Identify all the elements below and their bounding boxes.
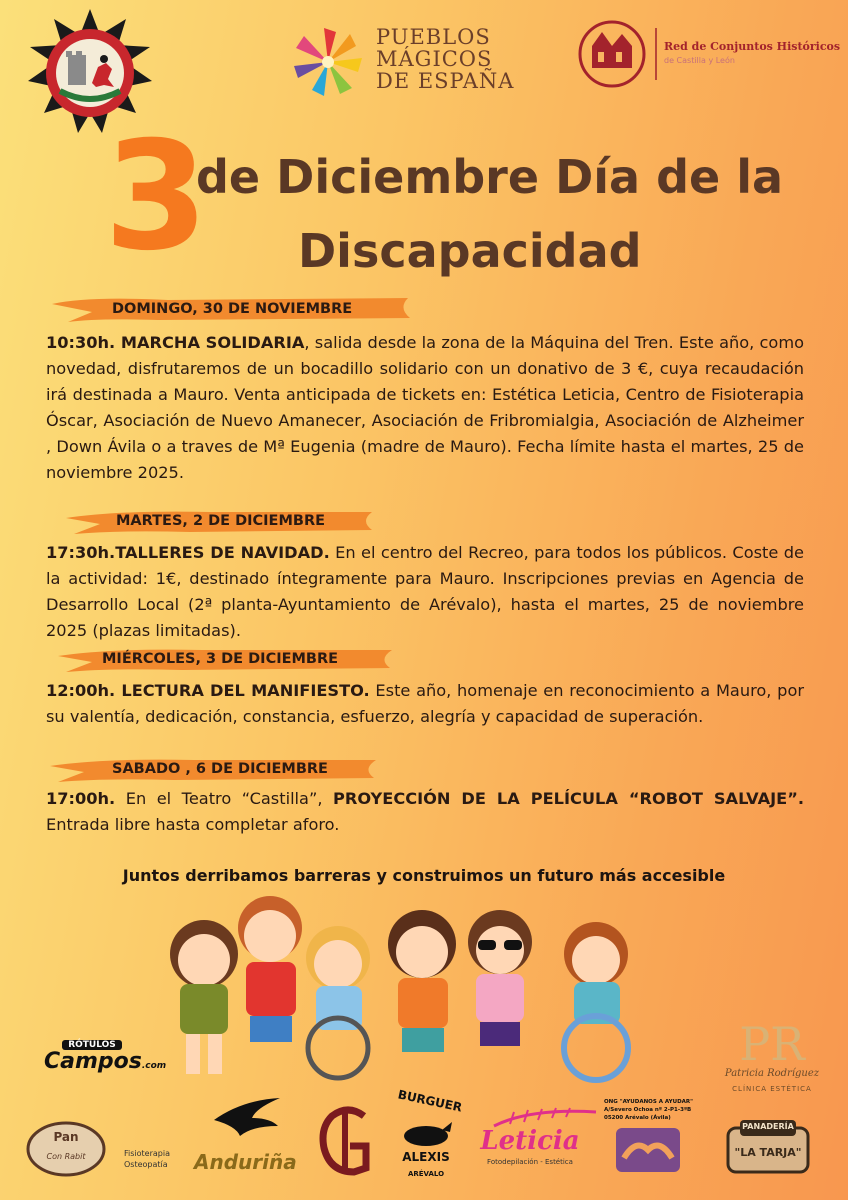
ig-monogram-logo <box>318 1102 374 1178</box>
red-conjuntos-historicos-logo <box>572 18 840 90</box>
rotulos-main: Campos <box>44 1049 142 1074</box>
red-title: Red de Conjuntos Históricos <box>664 40 841 53</box>
leticia-name: Leticia <box>480 1126 580 1156</box>
rotulos-suffix: .com <box>141 1061 167 1071</box>
ong-line-3: 05200 Arévalo (Ávila) <box>604 1115 671 1121</box>
andurina-line-1: Fisioterapia <box>124 1149 170 1158</box>
event-description: En el Teatro “Castilla”, <box>115 789 334 808</box>
patricia-name: Patricia Rodríguez <box>724 1068 820 1079</box>
event-description: Este año, homenaje en reconocimiento a Mauro, por su valentía, dedicación, constancia, esfuerzo, alegría y capacidad de superación. <box>46 681 805 726</box>
title-number: 3 <box>104 110 209 284</box>
rotulos-top: RÓTULOS <box>62 1040 122 1050</box>
slogan: Juntos derribamos barreras y construimos un futuro más accesible <box>122 866 726 885</box>
red-subtitle: de Castilla y León <box>664 56 735 65</box>
date-ribbon <box>60 506 376 536</box>
event-paragraph <box>46 540 804 644</box>
date-label: MARTES, 2 DE DICIEMBRE <box>116 513 326 529</box>
tarja-line-2: "LA TARJA" <box>734 1146 802 1159</box>
leticia-estetica-logo <box>470 1106 590 1170</box>
event-paragraph <box>46 786 804 838</box>
andurina-logo <box>120 1096 310 1180</box>
date-ribbon <box>52 644 396 674</box>
date-ribbon <box>48 294 414 324</box>
date-label: SABADO , 6 DE DICIEMBRE <box>112 761 328 777</box>
event-highlight: PROYECCIÓN DE LA PELÍCULA “ROBOT SALVAJE”. <box>333 789 804 808</box>
event-paragraph <box>46 678 804 730</box>
title-line-2: Discapacidad <box>298 224 642 278</box>
pueblos-magicos-text: PUEBLOS MÁGICOS DE ESPAÑA <box>376 25 515 93</box>
date-label: MIÉRCOLES, 3 DE DICIEMBRE <box>102 651 339 667</box>
burguer-line-3: ARÉVALO <box>407 1170 445 1178</box>
burguer-line-2: ALEXIS <box>402 1150 450 1164</box>
event-time: 17:00h. <box>46 789 116 808</box>
andurina-name: Anduriña <box>194 1150 297 1174</box>
tarja-line-1: PANADERÍA <box>742 1122 794 1131</box>
patricia-rodriguez-logo <box>712 1017 832 1100</box>
event-description: , salida desde la zona de la Máquina del Tren. Este año, como novedad, disfrutaremos de un bocadillo solidario con un donativo de 3 €, cuya recaudación irá destinada a Mauro. Venta anticipada de tickets en: Estética Leticia, Centro de Fisioterapia Óscar, Asociación de Nuevo Amanecer, Asociación de Fribromialgia, Asociación de Alzheimer , Down Ávila o a traves de Mª Eugenia (madre de Mauro). Fecha límite hasta el martes, 25 de noviembre 2025. <box>46 333 804 482</box>
pan-con-rabit-logo <box>26 1120 106 1178</box>
ong-ayudanos-logo <box>604 1098 700 1178</box>
andurina-line-2: Osteopatía <box>124 1160 168 1169</box>
ong-line-2: A/Severo Ochoa nº 2-P1-3ºB <box>604 1107 692 1113</box>
patricia-sub: CLÍNICA ESTÉTICA <box>732 1085 812 1093</box>
date-ribbon <box>44 754 380 784</box>
pan-sub: Con Rabit <box>46 1152 86 1161</box>
burguer-alexis-logo <box>384 1087 468 1192</box>
date-label: DOMINGO, 30 DE NOVIEMBRE <box>112 301 353 317</box>
ong-line-1: ONG "AYUDANOS A AYUDAR" <box>604 1099 694 1105</box>
children-illustration <box>150 888 670 1088</box>
event-description-end: Entrada libre hasta completar aforo. <box>46 815 340 834</box>
leticia-sub: Fotodepilación - Estética <box>487 1158 573 1166</box>
title-line-1: de Diciembre Día de la <box>196 150 784 204</box>
event-description: En el centro del Recreo, para todos los públicos. Coste de la actividad: 1€, destinado íntegramente para Mauro. Inscripciones previas en Agencia de Desarrollo Local (2ª planta-Ayuntamiento de Arévalo), hasta el martes, 25 de noviembre 2025 (plazas limitadas). <box>46 543 804 640</box>
panaderia-la-tarja-logo <box>726 1118 810 1174</box>
event-paragraph <box>46 330 804 486</box>
event-time-title: 17:30h.TALLERES DE NAVIDAD. <box>46 543 330 562</box>
patricia-initials: PR <box>739 1017 805 1071</box>
pan-main: Pan <box>53 1130 79 1144</box>
rotulos-campos-logo <box>44 1040 167 1088</box>
burguer-line-1: BURGUER <box>396 1087 464 1115</box>
event-time-title: 10:30h. MARCHA SOLIDARIA <box>46 333 305 352</box>
event-time-title: 12:00h. LECTURA DEL MANIFIESTO. <box>46 681 370 700</box>
